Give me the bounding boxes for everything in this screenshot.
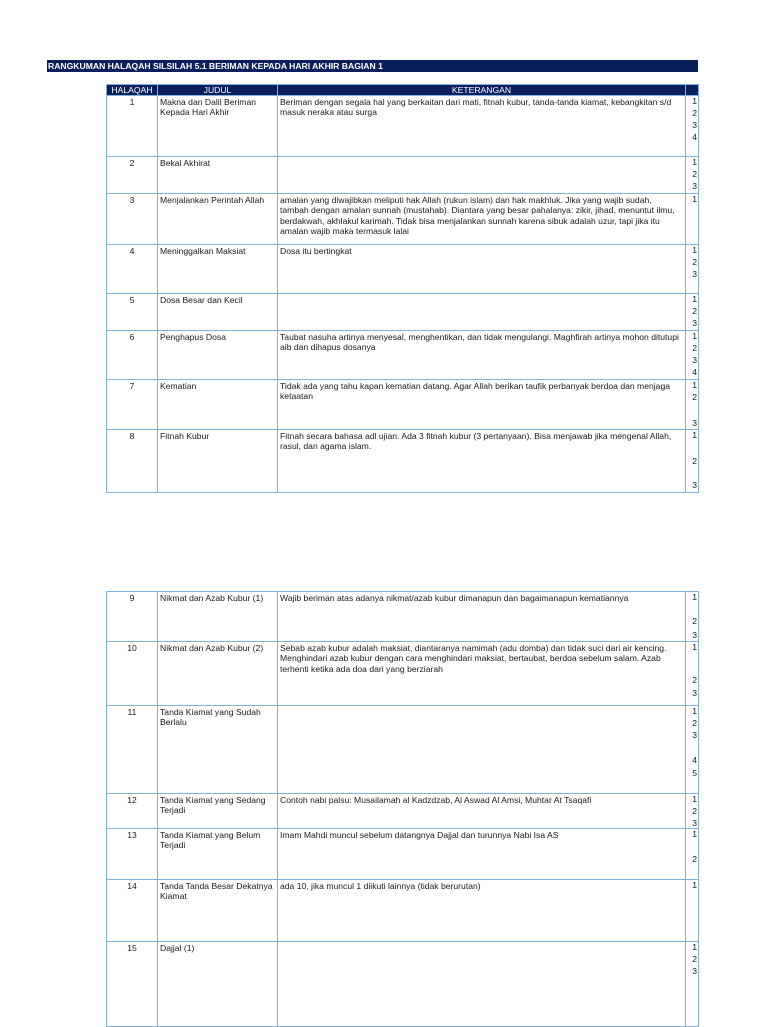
- keterangan-cell: [278, 294, 686, 331]
- halaqah-number-cell: 8: [107, 430, 158, 493]
- point-number: 1: [692, 294, 697, 304]
- halaqah-number-cell: 9: [107, 592, 158, 642]
- halaqah-number-cell: 2: [107, 157, 158, 194]
- keterangan-cell: Imam Mahdi muncul sebelum datangnya Dajjal dan turunnya Nabi Isa AS: [278, 829, 686, 880]
- header-judul: JUDUL: [158, 85, 278, 96]
- header-keterangan: KETERANGAN: [278, 85, 686, 96]
- point-number: 1: [692, 829, 697, 839]
- point-number: 2: [692, 954, 697, 964]
- point-number: 3: [692, 630, 697, 640]
- keterangan-cell: [278, 942, 686, 1027]
- point-numbers-cell: [686, 245, 699, 294]
- point-number: 2: [692, 616, 697, 626]
- keterangan-cell: Beriman dengan segala hal yang berkaitan dari mati, fitnah kubur, tanda-tanda kiamat, kebangkitan s/d masuk neraka atau surga: [278, 96, 686, 157]
- judul-cell: Tanda Kiamat yang Sudah Berlalu: [158, 706, 278, 794]
- summary-table-part-1: [106, 84, 699, 493]
- point-number: 1: [692, 430, 697, 440]
- point-numbers-cell: [686, 942, 699, 1027]
- point-number: 2: [692, 718, 697, 728]
- point-number: 2: [692, 456, 697, 466]
- point-numbers-cell: [686, 96, 699, 157]
- table-row: [107, 880, 699, 942]
- point-number: 4: [692, 367, 697, 377]
- keterangan-cell: amalan yang diwajibkan meliputi hak Allah (rukun islam) dan hak makhluk. Jika yang wajib sudah, tambah dengan amalan sunnah (mustahab). Diantara yang besar pahalanya: zikir, jihad, menuntut ilmu, berdakwah, akhlakul karimah. Tidak bisa menjalankan sunnah karena sibuk adalah uzur, tapi jika itu amalan wajib maka termasuk lalai: [278, 194, 686, 245]
- point-number: 3: [692, 480, 697, 490]
- point-number: 4: [692, 132, 697, 142]
- point-number: 2: [692, 675, 697, 685]
- judul-cell: Penghapus Dosa: [158, 331, 278, 380]
- judul-cell: Menjalankan Perintah Allah: [158, 194, 278, 245]
- point-number: 1: [692, 331, 697, 341]
- halaqah-number-cell: 13: [107, 829, 158, 880]
- table-row: [107, 245, 699, 294]
- header-halaqah: HALAQAH: [107, 85, 158, 96]
- point-number: 1: [692, 194, 697, 204]
- halaqah-number-cell: 12: [107, 794, 158, 829]
- judul-cell: Tanda Tanda Besar Dekatnya Kiamat: [158, 880, 278, 942]
- point-numbers-cell: [686, 294, 699, 331]
- point-number: 3: [692, 318, 697, 328]
- keterangan-cell: Taubat nasuha artinya menyesal, menghentikan, dan tidak mengulangi. Maghfirah artinya mohon ditutupi aib dan dihapus dosanya: [278, 331, 686, 380]
- point-number: 2: [692, 169, 697, 179]
- table-row: [107, 794, 699, 829]
- table-row: [107, 430, 699, 493]
- summary-table-part-2: [106, 591, 699, 1027]
- halaqah-number-cell: 15: [107, 942, 158, 1027]
- table-row: [107, 294, 699, 331]
- point-number: 1: [692, 942, 697, 952]
- point-number: 2: [692, 392, 697, 402]
- halaqah-number-cell: 4: [107, 245, 158, 294]
- table-row: [107, 829, 699, 880]
- keterangan-cell: [278, 157, 686, 194]
- judul-cell: Dajjal (1): [158, 942, 278, 1027]
- point-numbers-cell: [686, 157, 699, 194]
- table-row: [107, 96, 699, 157]
- point-number: 1: [692, 380, 697, 390]
- point-number: 3: [692, 355, 697, 365]
- point-number: 2: [692, 257, 697, 267]
- halaqah-number-cell: 10: [107, 642, 158, 706]
- table-row: [107, 157, 699, 194]
- point-number: 1: [692, 157, 697, 167]
- keterangan-cell: Dosa itu bertingkat: [278, 245, 686, 294]
- point-number: 3: [692, 418, 697, 428]
- halaqah-number-cell: 1: [107, 96, 158, 157]
- point-numbers-cell: [686, 829, 699, 880]
- point-number: 3: [692, 181, 697, 191]
- point-numbers-cell: [686, 430, 699, 493]
- table-row: [107, 194, 699, 245]
- halaqah-number-cell: 5: [107, 294, 158, 331]
- judul-cell: Nikmat dan Azab Kubur (2): [158, 642, 278, 706]
- point-number: 2: [692, 343, 697, 353]
- keterangan-cell: Tidak ada yang tahu kapan kematian datang. Agar Allah berikan taufik perbanyak berdoa dan menjaga ketaatan: [278, 380, 686, 430]
- table-row: [107, 642, 699, 706]
- point-numbers-cell: [686, 380, 699, 430]
- point-numbers-cell: [686, 642, 699, 706]
- sheet-title: RANGKUMAN HALAQAH SILSILAH 5.1 BERIMAN KEPADA HARI AKHIR BAGIAN 1: [47, 60, 698, 72]
- table-row: [107, 592, 699, 642]
- point-numbers-cell: [686, 592, 699, 642]
- point-number: 1: [692, 642, 697, 652]
- halaqah-number-cell: 6: [107, 331, 158, 380]
- point-number: 2: [692, 306, 697, 316]
- point-numbers-cell: [686, 880, 699, 942]
- judul-cell: Tanda Kiamat yang Belum Terjadi: [158, 829, 278, 880]
- point-number: 1: [692, 245, 697, 255]
- point-number: 3: [692, 966, 697, 976]
- point-number: 1: [692, 706, 697, 716]
- point-number: 2: [692, 806, 697, 816]
- point-number: 1: [692, 592, 697, 602]
- table-row: [107, 942, 699, 1027]
- judul-cell: Fitnah Kubur: [158, 430, 278, 493]
- halaqah-number-cell: 11: [107, 706, 158, 794]
- header-blank: [686, 85, 699, 96]
- point-number: 2: [692, 108, 697, 118]
- halaqah-number-cell: 7: [107, 380, 158, 430]
- point-numbers-cell: [686, 331, 699, 380]
- table-row: [107, 380, 699, 430]
- judul-cell: Kematian: [158, 380, 278, 430]
- point-number: 3: [692, 730, 697, 740]
- point-number: 1: [692, 96, 697, 106]
- point-number: 3: [692, 120, 697, 130]
- judul-cell: Tanda Kiamat yang Sedang Terjadi: [158, 794, 278, 829]
- keterangan-cell: Sebab azab kubur adalah maksiat, diantaranya namimah (adu domba) dan tidak suci dari air kencing. Menghindari azab kubur dengan cara menghindari maksiat, bertaubat, berdoa sebelum salam. Azab terhenti ketika ada doa dari yang berziarah: [278, 642, 686, 706]
- judul-cell: Makna dan Dalil Beriman Kepada Hari Akhir: [158, 96, 278, 157]
- judul-cell: Nikmat dan Azab Kubur (1): [158, 592, 278, 642]
- keterangan-cell: ada 10, jika muncul 1 diikuti lainnya (tidak berurutan): [278, 880, 686, 942]
- point-number: 3: [692, 818, 697, 828]
- point-numbers-cell: [686, 794, 699, 829]
- point-number: 2: [692, 854, 697, 864]
- table-header-row: [107, 85, 699, 96]
- keterangan-cell: Fitnah secara bahasa adl ujian. Ada 3 fitnah kubur (3 pertanyaan). Bisa menjawab jika mengenal Allah, rasul, dan agama islam.: [278, 430, 686, 493]
- keterangan-cell: Wajib beriman atas adanya nikmat/azab kubur dimanapun dan bagaimanapun kematiannya: [278, 592, 686, 642]
- judul-cell: Bekal Akhirat: [158, 157, 278, 194]
- point-number: 1: [692, 794, 697, 804]
- judul-cell: Meninggalkan Maksiat: [158, 245, 278, 294]
- keterangan-cell: [278, 706, 686, 794]
- table-row: [107, 706, 699, 794]
- halaqah-number-cell: 3: [107, 194, 158, 245]
- point-number: 1: [692, 880, 697, 890]
- table-row: [107, 331, 699, 380]
- point-number: 3: [692, 269, 697, 279]
- point-number: 5: [692, 768, 697, 778]
- point-number: 4: [692, 755, 697, 765]
- halaqah-number-cell: 14: [107, 880, 158, 942]
- keterangan-cell: Contoh nabi palsu: Musailamah al Kadzdzab, Al Aswad Al Amsi, Muhtar At Tsaqafi: [278, 794, 686, 829]
- point-numbers-cell: [686, 706, 699, 794]
- point-number: 3: [692, 688, 697, 698]
- judul-cell: Dosa Besar dan Kecil: [158, 294, 278, 331]
- point-numbers-cell: [686, 194, 699, 245]
